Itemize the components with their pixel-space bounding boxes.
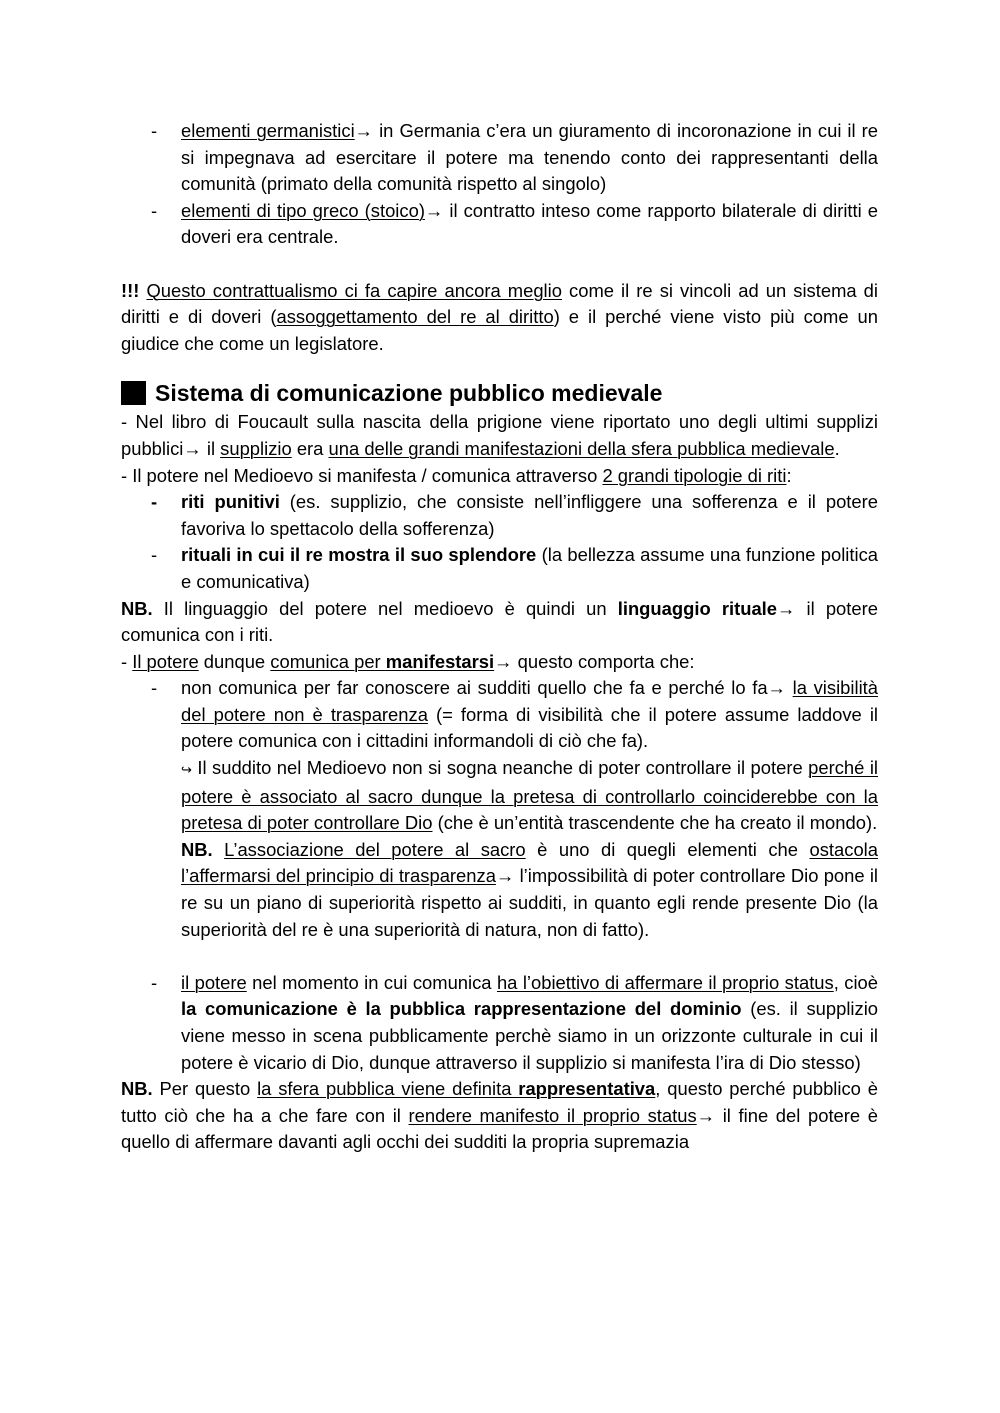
- paragraph-foucault: [121, 409, 878, 462]
- paragraph-text: :: [786, 464, 792, 486]
- paragraph-text: → il potere comunica con i riti.: [121, 597, 878, 646]
- list-item: [121, 489, 878, 542]
- list-item: [121, 970, 878, 1076]
- bold-term: la comunicazione è la pubblica rappresentazione del dominio: [181, 998, 742, 1020]
- black-square-icon: [121, 381, 146, 405]
- paragraph-text: , questo perché pubblico è tutto ciò che ha a che fare con il: [121, 1078, 878, 1126]
- list-item: [121, 675, 878, 755]
- paragraph-text: è uno di quegli elementi che: [525, 838, 810, 860]
- paragraph-text: come il re si vincoli ad un sistema di diritti e di doveri (: [121, 279, 878, 328]
- paragraph-text: ) e il perché viene visto più come un giudice che come un legislatore.: [121, 306, 878, 354]
- underlined-phrase: supplizio: [220, 437, 292, 459]
- underlined-phrase: 2 grandi tipologie di riti: [602, 464, 787, 486]
- paragraph-riti: [121, 463, 878, 490]
- underlined-phrase: il potere: [181, 971, 247, 993]
- paragraph-text: - Nel libro di Foucault sulla nascita della prigione viene riportato uno degli ultimi supplizi pubblici→ il: [121, 411, 878, 459]
- list-item-text: (es. supplizio, che consiste nell’infliggere una sofferenza e il potere favoriva lo spettacolo della sofferenza): [181, 491, 878, 539]
- bold-term: rituali in cui il re mostra il suo splendore: [181, 544, 537, 566]
- bullet-dash: -: [151, 544, 158, 566]
- paragraph-text: era: [291, 437, 329, 459]
- paragraph-text: .: [834, 437, 840, 459]
- list-item: [121, 198, 878, 251]
- underlined-phrase: una delle grandi manifestazioni della sfera pubblica medievale: [328, 437, 835, 459]
- list-item-text: , cioè: [833, 971, 878, 993]
- list-item-text: (la bellezza assume una funzione politica e comunicativa): [181, 544, 878, 592]
- document-body: [121, 118, 878, 1156]
- section-heading: [121, 378, 878, 408]
- underlined-phrase: ha l’obiettivo di affermare il proprio status: [496, 971, 834, 993]
- underlined-phrase: Questo contrattualismo ci fa capire ancora meglio: [146, 279, 562, 301]
- bullet-dash: -: [151, 199, 158, 221]
- underlined-phrase: Il potere: [132, 650, 199, 672]
- note-linguaggio: [121, 596, 878, 649]
- underlined-term: elementi di tipo greco (stoico): [181, 199, 425, 221]
- bold-term: riti punitivi: [181, 491, 280, 513]
- sub-paragraph-sacro: [121, 755, 878, 837]
- list-item-text: nel momento in cui comunica: [246, 971, 497, 993]
- paragraph-text: dunque: [198, 650, 271, 672]
- return-arrow-icon: ↪: [181, 762, 192, 778]
- paragraph-text: Per questo: [152, 1078, 258, 1100]
- paragraph-text: [213, 839, 224, 860]
- paragraph-text: → il fine del potere è quello di affermare davanti agli occhi dei sudditi la propria supremazia: [121, 1104, 878, 1153]
- list-item-text: (= forma di visibilità che il potere assume laddove il potere comunica con i cittadini informandoli di ciò che fa).: [181, 703, 879, 752]
- bold-underlined-term: manifestarsi: [385, 650, 495, 672]
- list-item-text: (es. il supplizio viene messo in scena pubblicamente perchè siamo in un orizzonte culturale in cui il potere è vicario di Dio, dunque attraverso il supplizio si manifesta l’ira di Dio stesso): [181, 998, 879, 1073]
- underlined-phrase: assoggettamento del re al diritto: [276, 306, 554, 328]
- bullet-dash: -: [151, 120, 158, 141]
- paragraph-text: Il linguaggio del potere nel medioevo è quindi un: [152, 597, 618, 619]
- emphasis-mark: !!!: [121, 279, 140, 301]
- paragraph-text: → questo comporta che:: [494, 650, 695, 672]
- nb-label: NB.: [181, 838, 213, 860]
- list-item: [121, 118, 878, 198]
- underlined-phrase: L’associazione del potere al sacro: [224, 838, 526, 860]
- list-item-text: non comunica per far conoscere ai sudditi quello che fa e perché lo fa→: [181, 677, 793, 699]
- underlined-phrase: rendere manifesto il proprio status: [408, 1104, 697, 1126]
- paragraph-contrattualismo: [121, 278, 878, 358]
- bullet-dash: -: [151, 677, 158, 699]
- underlined-term: elementi germanistici: [181, 120, 355, 141]
- underlined-phrase: la visibilità del potere non è trasparenza: [181, 677, 878, 725]
- sub-note-trasparenza: [121, 837, 878, 943]
- list-item-text: → in Germania c’era un giuramento di incoronazione in cui il re si impegnava ad esercitare il potere ma tenendo conto dei rappresentanti della comunità (primato della comunità rispetto al singolo): [181, 120, 878, 195]
- list-item-text: → il contratto inteso come rapporto bilaterale di diritti e doveri era centrale.: [181, 199, 879, 248]
- paragraph-text: -: [121, 650, 133, 672]
- section-heading-text: Sistema di comunicazione pubblico medievale: [155, 380, 663, 407]
- underlined-phrase: perché il potere è associato al sacro dunque la pretesa di controllarlo coinciderebbe con la pretesa di poter controllare Dio: [181, 757, 879, 834]
- bold-underlined-term: rappresentativa: [518, 1078, 656, 1100]
- paragraph-text: (che è un’entità trascendente che ha creato il mondo).: [432, 812, 878, 834]
- list-item: [121, 542, 878, 595]
- nb-label: NB.: [121, 1078, 153, 1100]
- paragraph-text: → l’impossibilità di poter controllare Dio pone il re su un piano di superiorità rispetto ai sudditi, in quanto egli rende presente Dio (la superiorità del re è una superiorità di natura, non di fatto).: [181, 865, 879, 940]
- note-rappresentativa: [121, 1076, 878, 1156]
- bullet-dash: -: [151, 971, 158, 993]
- paragraph-text: Il suddito nel Medioevo non si sogna neanche di poter controllare il potere: [191, 757, 809, 779]
- underlined-phrase: comunica per: [270, 650, 386, 672]
- paragraph-text: - Il potere nel Medioevo si manifesta / comunica attraverso: [121, 464, 603, 486]
- bold-term: linguaggio rituale: [617, 597, 778, 619]
- underlined-phrase: ostacola l’affermarsi del principio di trasparenza: [181, 838, 878, 887]
- paragraph-manifestarsi: [121, 649, 878, 676]
- bullet-dash: -: [151, 491, 158, 513]
- nb-label: NB.: [121, 597, 153, 619]
- underlined-phrase: la sfera pubblica viene definita: [257, 1078, 519, 1100]
